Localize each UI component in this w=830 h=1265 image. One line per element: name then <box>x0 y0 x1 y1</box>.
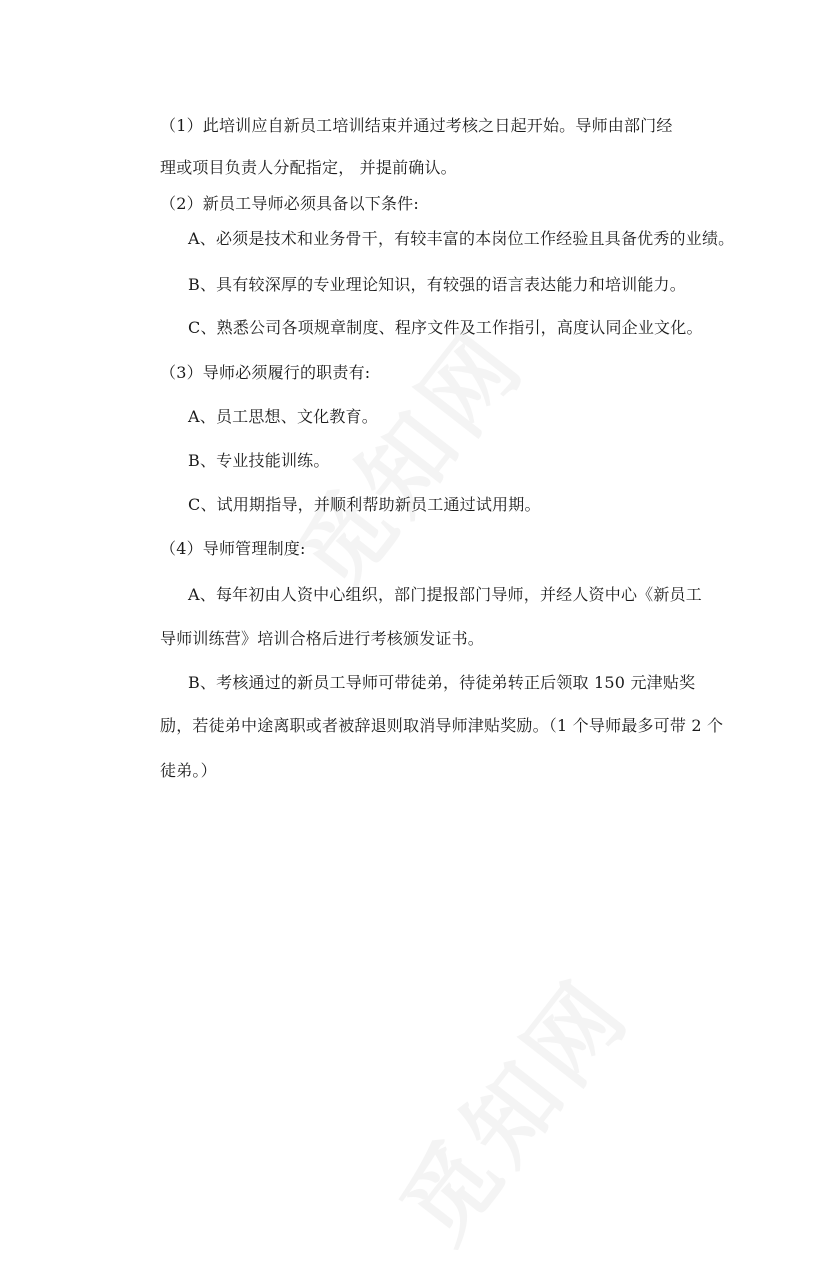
watermark-text-bottom <box>366 947 655 1265</box>
para-4-item-b-line-2: 励，若徒弟中途离职或者被辞退则取消导师津贴奖励。（1 个导师最多可带 2 个 <box>160 716 724 735</box>
para-4-heading: （4）导师管理制度: <box>160 539 306 558</box>
para-2-item-c: C、熟悉公司各项规章制度、程序文件及工作指引，高度认同企业文化。 <box>188 318 703 337</box>
para-3-heading: （3）导师必须履行的职责有: <box>160 363 371 382</box>
para-2-item-a: A、必须是技术和业务骨干，有较丰富的本岗位工作经验且具备优秀的业绩。 <box>188 229 735 248</box>
para-4-item-a-line-2: 导师训练营》培训合格后进行考核颁发证书。 <box>160 629 485 648</box>
para-1-line-2: 理或项目负责人分配指定， 并提前确认。 <box>160 158 457 177</box>
para-3-item-c: C、试用期指导，并顺利帮助新员工通过试用期。 <box>188 495 541 514</box>
para-4-item-b-line-1: B、考核通过的新员工导师可带徒弟，待徒弟转正后领取 150 元津贴奖 <box>188 673 696 692</box>
para-4-item-b-line-3: 徒弟。） <box>160 761 217 780</box>
para-2-item-b: B、具有较深厚的专业理论知识，有较强的语言表达能力和培训能力。 <box>188 275 686 294</box>
para-2-heading: （2）新员工导师必须具备以下条件: <box>160 194 419 213</box>
para-1-line-1: （1）此培训应自新员工培训结束并通过考核之日起开始。导师由部门经 <box>160 116 673 135</box>
para-4-item-a-line-1: A、每年初由人资中心组织，部门提报部门导师，并经人资中心《新员工 <box>188 585 702 604</box>
para-3-item-a: A、员工思想、文化教育。 <box>188 407 378 426</box>
para-3-item-b: B、专业技能训练。 <box>188 451 330 470</box>
